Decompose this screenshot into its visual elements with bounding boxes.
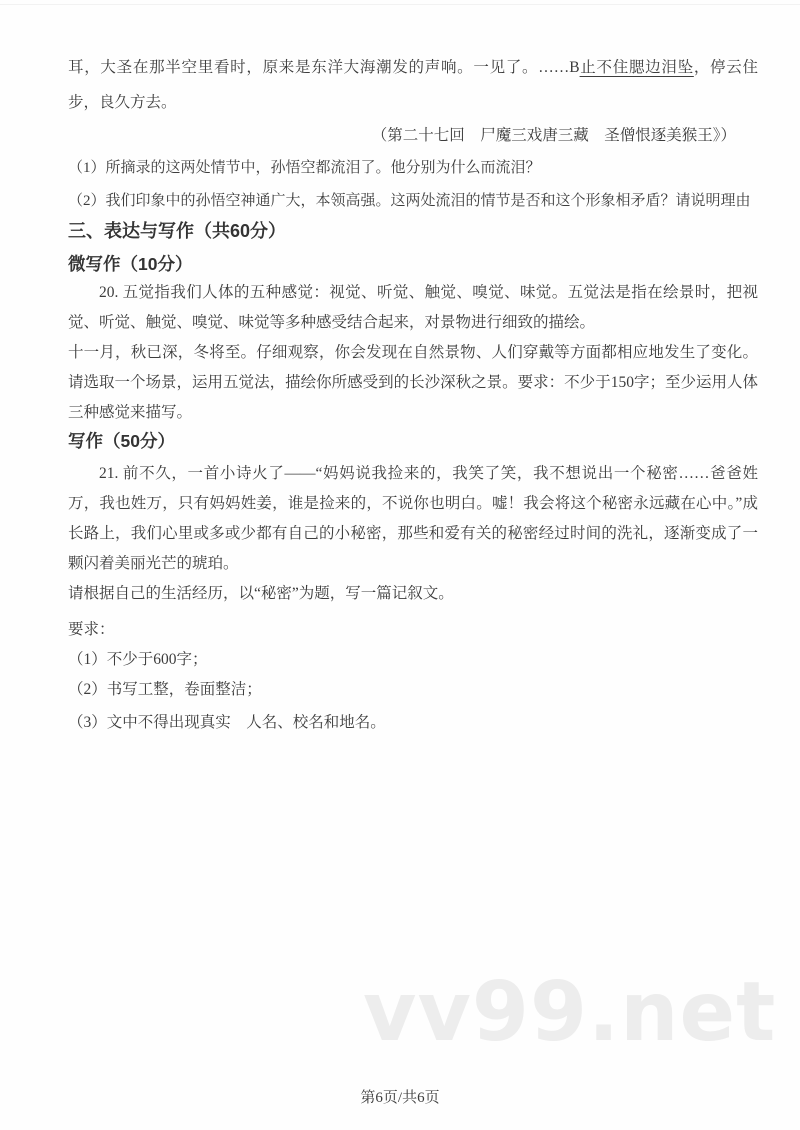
excerpt-text-after: ，停云住步，良久方去。: [68, 59, 758, 111]
requirement-3: （3）文中不得出现真实 人名、校名和地名。: [68, 714, 386, 731]
excerpt-attribution: （第二十七回 尸魔三戏唐三藏 圣僧恨逐美猴王》）: [371, 127, 736, 144]
question-21-paragraph-2: 请根据自己的生活经历，以“秘密”为题，写一篇记叙文。: [68, 585, 454, 602]
excerpt-paragraph: [68, 50, 758, 120]
page-number: 第6页/共6页: [360, 1090, 440, 1106]
micro-writing-heading: 微写作（10分）: [68, 254, 193, 274]
question-21-paragraph-1: 21. 前不久，一首小诗火了——“妈妈说我捡来的，我笑了笑，我不想说出一个秘密……爸爸姓万，我也姓万，只有妈妈姓姜，谁是捡来的，不说你也明白。嘘！我会将这个秘密永远藏在心中。”成长路上，我们心里或多或少都有自己的小秘密，那些和爱有关的秘密经过时间的洗礼，逐渐变成了一颗闪着美丽光芒的琥珀。: [68, 465, 758, 572]
requirement-2: （2）书写工整，卷面整洁；: [68, 681, 262, 698]
excerpt-text-before: 耳，大圣在那半空里看时，原来是东洋大海潮发的声响。一见了。……B: [68, 59, 580, 76]
question-20-paragraph-1: 20. 五觉指我们人体的五种感觉：视觉、听觉、触觉、嗅觉、味觉。五觉法是指在绘景时，把视觉、听觉、触觉、嗅觉、味觉等多种感受结合起来，对景物进行细致的描绘。: [68, 284, 758, 331]
page-top-divider: [0, 4, 800, 5]
page-content: [68, 50, 758, 738]
requirements-label: 要求：: [68, 621, 115, 638]
excerpt-underlined-text: 止不住腮边泪坠: [579, 59, 694, 76]
question-20-paragraph-2: 十一月，秋已深，冬将至。仔细观察，你会发现在自然景物、人们穿戴等方面都相应地发生了变化。请选取一个场景，运用五觉法，描绘你所感受到的长沙深秋之景。要求：不少于150字；至少运用人体三种感觉来描写。: [68, 344, 758, 421]
watermark-text: vv99.net: [363, 965, 777, 1060]
question-1: （1）所摘录的这两处情节中，孙悟空都流泪了。他分别为什么而流泪？: [68, 160, 541, 176]
writing-heading: 写作（50分）: [68, 431, 175, 451]
requirement-1: （1）不少于600字；: [68, 651, 208, 668]
question-2: （2）我们印象中的孙悟空神通广大，本领高强。这两处流泪的情节是否和这个形象相矛盾？请说明理由: [68, 193, 751, 209]
section-heading-expression-writing: 三、表达与写作（共60分）: [68, 221, 287, 241]
